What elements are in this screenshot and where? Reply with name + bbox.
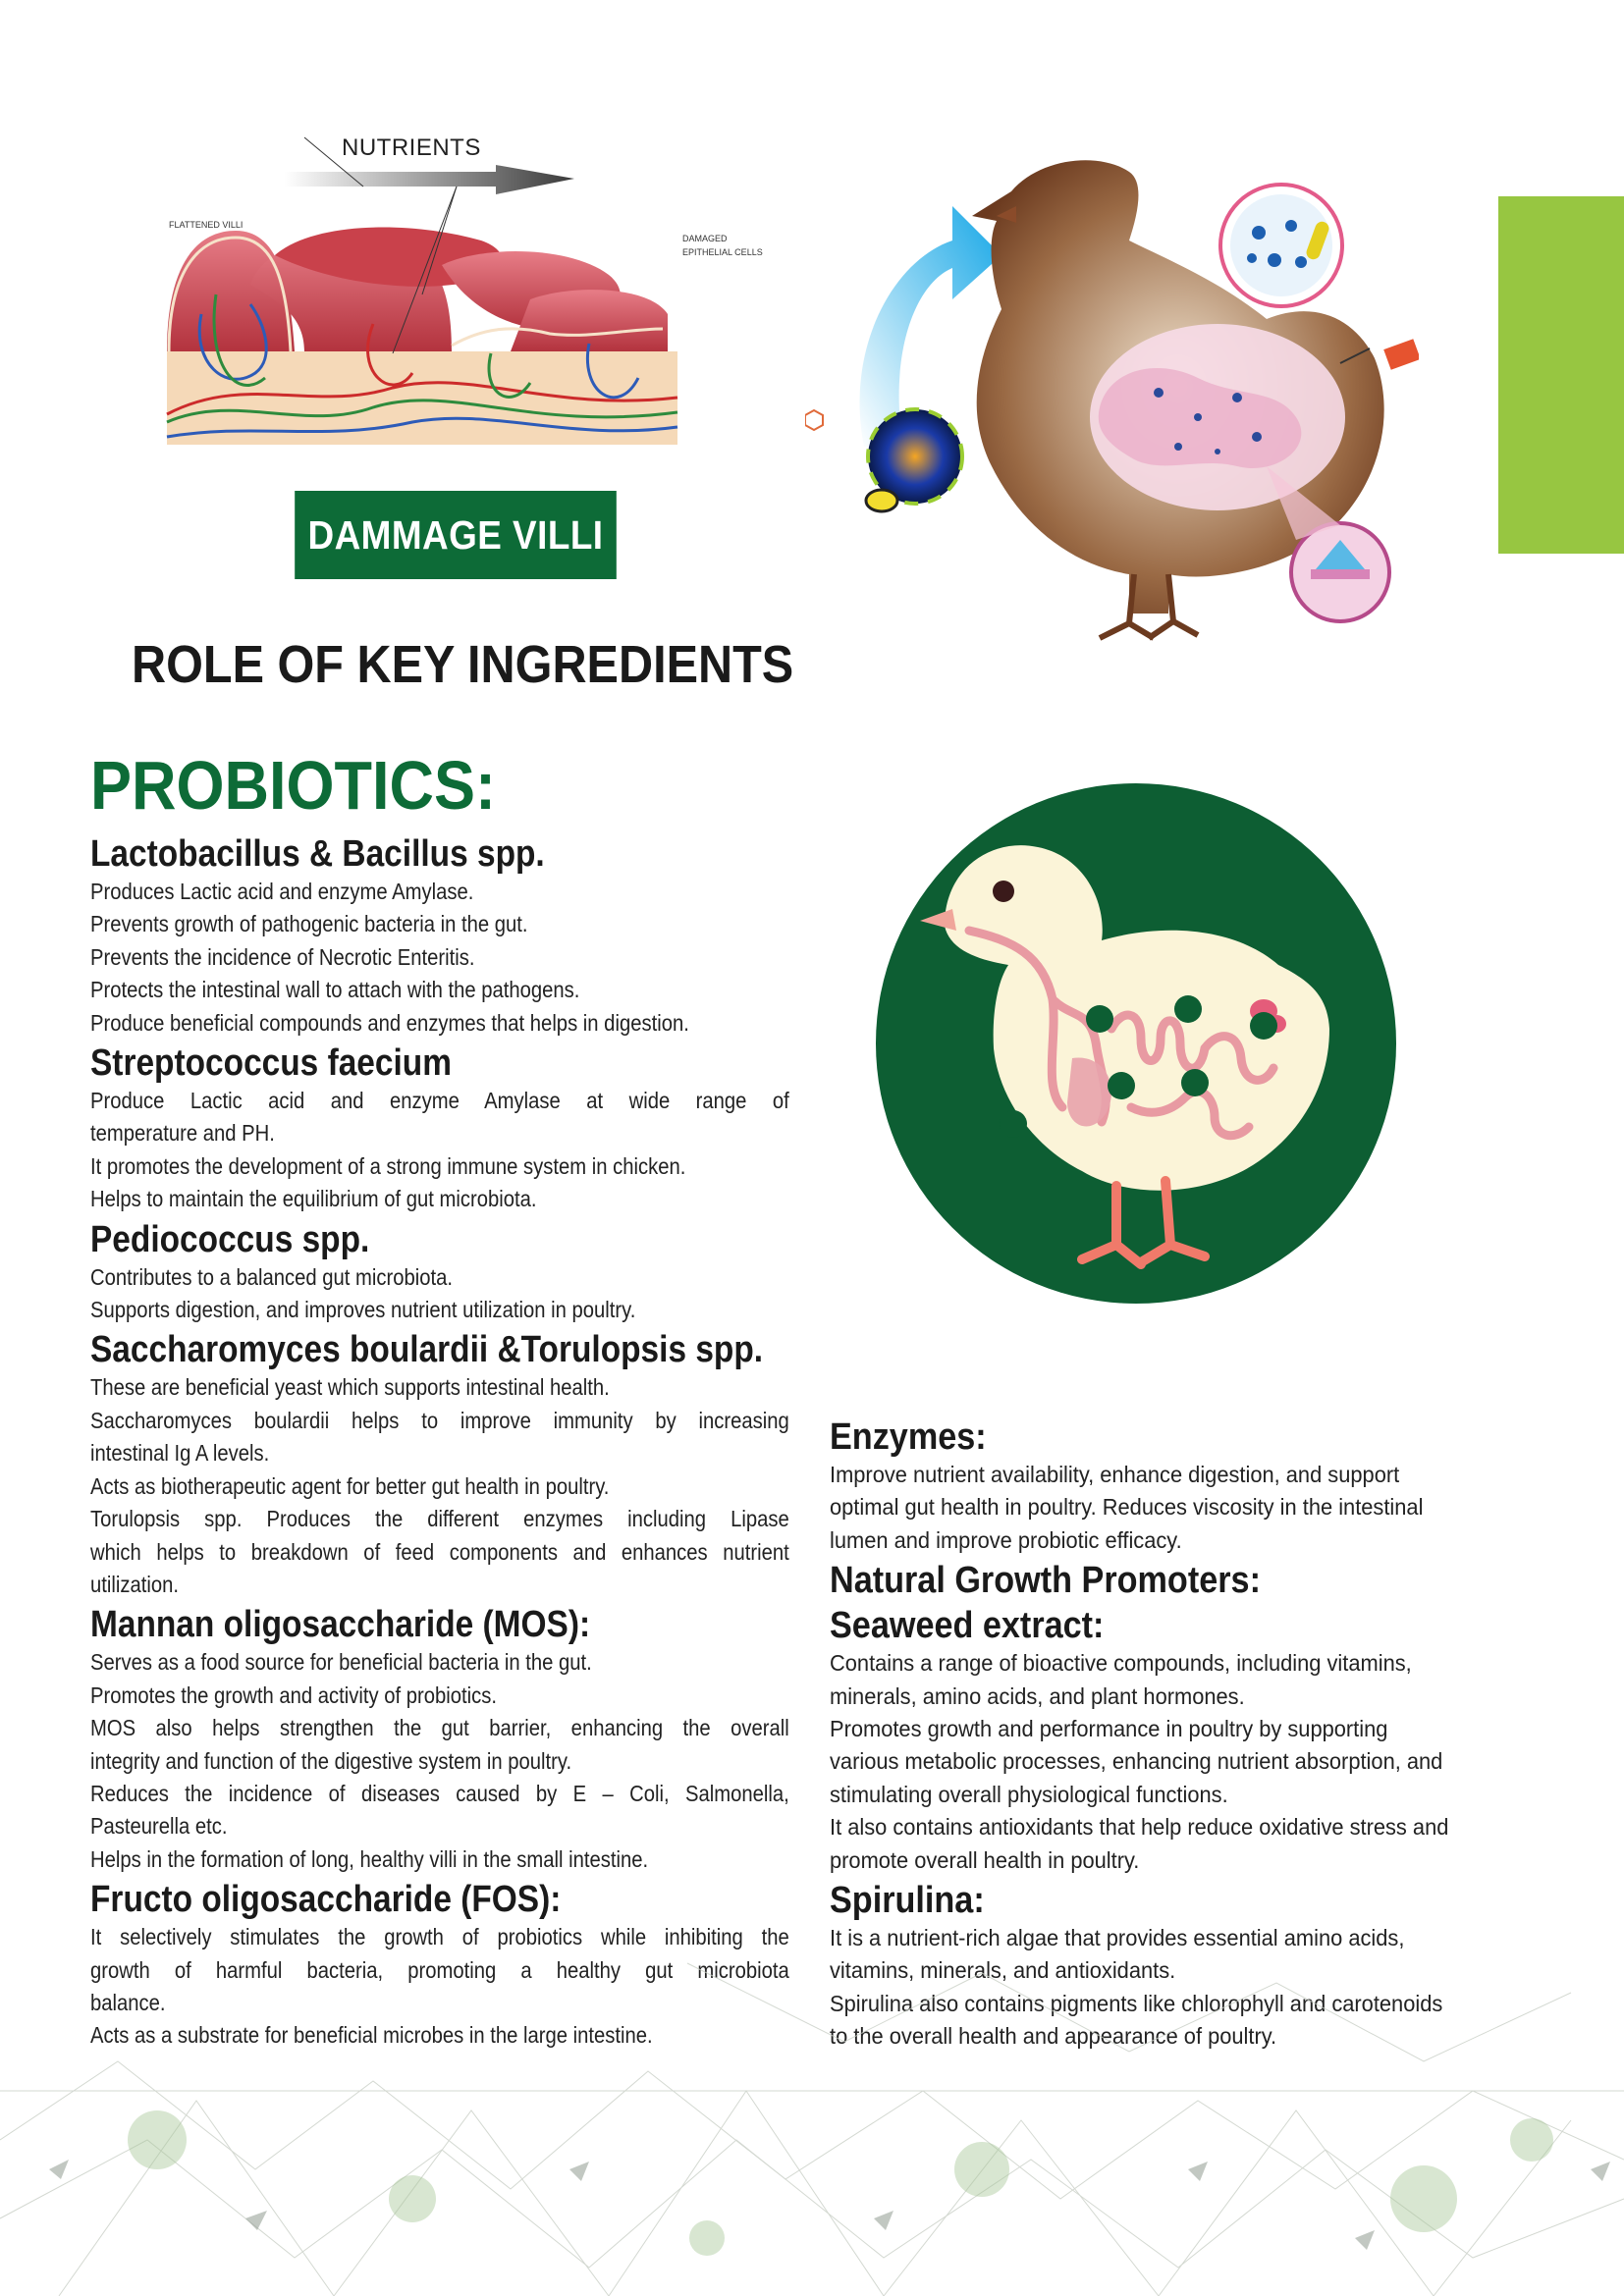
body-line: It selectively stimulates the growth of probiotics while inhibiting the <box>90 1924 789 1950</box>
body-line: promote overall health in poultry. <box>830 1846 1140 1873</box>
chick-gut-illustration <box>876 783 1396 1304</box>
damaged-cells-tag-line2: EPITHELIAL CELLS <box>682 247 763 257</box>
body-line: Reduces the incidence of diseases caused by E – Coli, Salmonella, <box>90 1780 789 1806</box>
body-line: Improve nutrient availability, enhance digestion, and support <box>830 1462 1400 1487</box>
body-line: It also contains antioxidants that help reduce oxidative stress and <box>830 1814 1449 1841</box>
fos-section <box>90 1876 789 2053</box>
body-line: Prevents growth of pathogenic bacteria in the gut. <box>90 911 528 937</box>
left-column <box>90 830 789 2053</box>
body-line: which helps to breakdown of feed components and enhances nutrient <box>90 1538 789 1565</box>
nutrients-arrow <box>285 165 574 194</box>
pediococcus-section <box>90 1216 789 1327</box>
nutrients-label: NUTRIENTS <box>342 134 481 161</box>
section-title: Pediococcus spp. <box>90 1218 370 1260</box>
section-title: Mannan oligosaccharide (MOS): <box>90 1604 591 1646</box>
section-title: Streptococcus faecium <box>90 1042 452 1085</box>
damage-villi-badge: DAMMAGE VILLI <box>295 491 617 579</box>
natural-growth-promoters-section <box>830 1557 1517 1602</box>
body-line: stimulating overall physiological functions. <box>830 1781 1228 1807</box>
section-title: Saccharomyces boulardii &Torulopsis spp. <box>90 1329 764 1371</box>
body-line: It is a nutrient-rich algae that provides essential amino acids, <box>830 1925 1405 1951</box>
flattened-villi-tag: FLATTENED VILLI <box>169 220 244 230</box>
body-line: Produce beneficial compounds and enzymes that helps in digestion. <box>90 1009 689 1036</box>
section-title: Spirulina: <box>830 1880 985 1922</box>
body-line: Prevents the incidence of Necrotic Enteritis. <box>90 943 475 970</box>
body-line: Serves as a food source for beneficial bacteria in the gut. <box>90 1649 592 1676</box>
body-line: vitamins, minerals, and antioxidants. <box>830 1957 1176 1984</box>
section-title: Enzymes: <box>830 1416 987 1458</box>
section-title: Natural Growth Promoters: <box>830 1560 1261 1602</box>
right-column <box>830 1414 1517 2054</box>
body-line: Supports digestion, and improves nutrient utilization in poultry. <box>90 1297 636 1323</box>
body-line: Promotes the growth and activity of probiotics. <box>90 1682 497 1708</box>
streptococcus-section <box>90 1040 789 1216</box>
body-line: Produce Lactic acid and enzyme Amylase at wide range of <box>90 1088 789 1114</box>
body-line: to the overall health and appearance of poultry. <box>830 2023 1277 2050</box>
probiotics-heading: PROBIOTICS: <box>90 747 497 824</box>
side-accent-strip <box>1498 196 1624 554</box>
body-line: minerals, amino acids, and plant hormones. <box>830 1682 1245 1709</box>
section-title: Fructo oligosaccharide (FOS): <box>90 1879 562 1921</box>
body-line: utilization. <box>90 1571 180 1597</box>
damaged-villi-illustration <box>157 128 707 466</box>
body-line: intestinal Ig A levels. <box>90 1440 270 1467</box>
body-line: Acts as biotherapeutic agent for better gut health in poultry. <box>90 1472 610 1499</box>
body-line: Protects the intestinal wall to attach with the pathogens. <box>90 977 580 1003</box>
body-line: It promotes the development of a strong immune system in chicken. <box>90 1152 686 1179</box>
body-line: Acts as a substrate for beneficial microbes in the large intestine. <box>90 2022 653 2049</box>
spirulina-section <box>830 1877 1517 2054</box>
body-line: These are beneficial yeast which supports intestinal health. <box>90 1374 610 1401</box>
section-title: Lactobacillus & Bacillus spp. <box>90 833 545 875</box>
body-line: various metabolic processes, enhancing nutrient absorption, and <box>830 1748 1443 1775</box>
body-line: optimal gut health in poultry. Reduces viscosity in the intestinal <box>830 1494 1424 1521</box>
body-line: Spirulina also contains pigments like chlorophyll and carotenoids <box>830 1990 1443 2016</box>
body-line: temperature and PH. <box>90 1120 275 1147</box>
damaged-cells-tag-line1: DAMAGED <box>682 234 728 243</box>
body-line: growth of harmful bacteria, promoting a healthy gut microbiota <box>90 1956 789 1983</box>
body-line: Produces Lactic acid and enzyme Amylase. <box>90 879 474 904</box>
seaweed-section <box>830 1602 1517 1877</box>
role-heading: ROLE OF KEY INGREDIENTS <box>132 635 794 694</box>
body-line: lumen and improve probiotic efficacy. <box>830 1526 1182 1553</box>
mos-section <box>90 1601 789 1876</box>
body-line: Pasteurella etc. <box>90 1813 228 1840</box>
body-line: Contributes to a balanced gut microbiota. <box>90 1263 454 1290</box>
body-line: MOS also helps strengthen the gut barrier, enhancing the overall <box>90 1715 789 1741</box>
hen-gut-illustration <box>805 152 1419 643</box>
body-line: Saccharomyces boulardii helps to improve immunity by increasing <box>90 1407 789 1433</box>
body-line: Promotes growth and performance in poultry by supporting <box>830 1716 1388 1742</box>
body-line: Helps in the formation of long, healthy villi in the small intestine. <box>90 1845 649 1872</box>
section-title: Seaweed extract: <box>830 1605 1105 1647</box>
saccharomyces-section <box>90 1326 789 1601</box>
body-line: Torulopsis spp. Produces the different enzymes including Lipase <box>90 1506 789 1532</box>
body-line: Helps to maintain the equilibrium of gut microbiota. <box>90 1186 537 1212</box>
body-line: Contains a range of bioactive compounds, including vitamins, <box>830 1650 1412 1677</box>
body-line: integrity and function of the digestive system in poultry. <box>90 1747 572 1774</box>
body-line: balance. <box>90 1989 166 2015</box>
lactobacillus-section <box>90 830 789 1040</box>
enzymes-section <box>830 1414 1517 1557</box>
